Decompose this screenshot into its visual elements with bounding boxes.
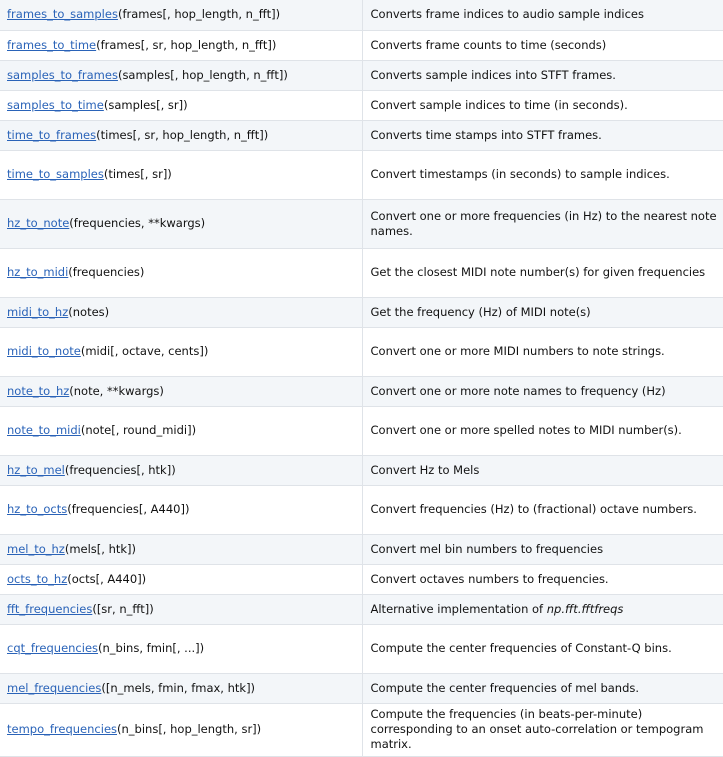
function-link[interactable]: mel_to_hz [7,541,65,556]
function-signature-cell [0,673,362,703]
function-arguments: (notes) [68,304,110,319]
function-arguments: ([n_mels, fmin, fmax, htk]) [101,680,256,695]
table-row [0,30,723,60]
function-description-cell [362,199,723,248]
function-arguments: (frequencies, **kwargs) [69,216,206,230]
function-description-cell [362,90,723,120]
function-description: Converts frame counts to time (seconds) [370,37,607,52]
function-link[interactable]: octs_to_hz [7,571,68,586]
table-row [0,485,723,534]
function-link[interactable]: hz_to_octs [7,502,68,516]
function-description-cell [362,327,723,376]
function-description-cell [362,376,723,406]
function-description: Convert timestamps (in seconds) to sample indices. [370,167,670,181]
function-description-cell [362,120,723,150]
function-arguments: (midi[, octave, cents]) [80,344,209,358]
function-description-cell [362,455,723,485]
table-row [0,150,723,199]
function-link[interactable]: frames_to_samples [7,7,118,22]
function-description: Convert one or more note names to frequency (Hz) [370,383,666,398]
function-description: Convert one or more frequencies (in Hz) to the nearest note names. [370,208,717,238]
function-link[interactable]: samples_to_frames [7,67,118,82]
function-signature-cell [0,534,362,564]
function-link[interactable]: mel_frequencies [7,680,102,695]
function-arguments: (mels[, htk]) [64,541,137,556]
function-signature-cell [0,297,362,327]
function-link[interactable]: hz_to_mel [7,462,65,477]
table-row [0,0,723,30]
function-link[interactable]: midi_to_hz [7,304,69,319]
function-description-cell [362,0,723,30]
function-signature-cell [0,703,362,756]
function-description: Alternative implementation of [370,601,547,616]
function-description-cell [362,297,723,327]
function-link[interactable]: midi_to_note [7,344,81,358]
function-arguments: (frames[, hop_length, n_fft]) [117,7,281,22]
function-description: Converts sample indices into STFT frames. [370,67,616,82]
function-description: Convert octaves numbers to frequencies. [370,571,609,586]
function-description: Compute the center frequencies of Constant-Q bins. [370,641,672,655]
function-description: Get the frequency (Hz) of MIDI note(s) [370,304,591,319]
function-link[interactable]: time_to_samples [7,167,104,181]
function-description: Convert one or more spelled notes to MIDI number(s). [370,423,682,437]
function-signature-cell [0,248,362,297]
function-signature-cell [0,60,362,90]
function-arguments: ([sr, n_fft]) [92,601,154,616]
table-row [0,455,723,485]
function-arguments: (times[, sr]) [103,167,172,181]
table-row [0,327,723,376]
table-row [0,406,723,455]
function-arguments: (n_bins, fmin[, ...]) [98,641,205,655]
table-row [0,297,723,327]
function-description-cell [362,248,723,297]
function-signature-cell [0,406,362,455]
function-description-cell [362,624,723,673]
table-row [0,60,723,90]
function-description: Converts frame indices to audio sample indices [370,7,644,22]
table-row [0,534,723,564]
function-description: Compute the frequencies (in beats-per-minute) corresponding to an onset auto-correlation or tempogram matrix. [370,707,704,751]
function-signature-cell [0,376,362,406]
function-arguments: (frequencies) [68,265,145,279]
function-description-cell [362,594,723,624]
function-description-cell [362,406,723,455]
function-signature-cell [0,199,362,248]
function-signature-cell [0,30,362,60]
function-link[interactable]: note_to_midi [7,423,81,437]
function-arguments: (frequencies[, htk]) [64,462,176,477]
function-arguments: (note, **kwargs) [69,383,164,398]
function-description-cell [362,703,723,756]
table-row [0,120,723,150]
function-description-cell [362,150,723,199]
function-arguments: (octs[, A440]) [67,571,147,586]
function-description: Convert Hz to Mels [370,462,480,477]
function-link[interactable]: samples_to_time [7,97,104,112]
function-signature-cell [0,150,362,199]
function-signature-cell [0,594,362,624]
function-signature-cell [0,455,362,485]
table-row [0,199,723,248]
table-row [0,673,723,703]
function-signature-cell [0,327,362,376]
function-link[interactable]: frames_to_time [7,37,97,52]
function-description-code: np.fft.fftfreqs [546,601,624,616]
function-description-cell [362,673,723,703]
function-description: Compute the center frequencies of mel bands. [370,680,640,695]
table-row [0,594,723,624]
function-arguments: (note[, round_midi]) [80,423,197,437]
function-description: Convert frequencies (Hz) to (fractional) octave numbers. [370,502,697,516]
function-link[interactable]: hz_to_note [7,216,70,230]
function-arguments: (frequencies[, A440]) [67,502,190,516]
function-description: Get the closest MIDI note number(s) for given frequencies [370,265,706,279]
function-signature-cell [0,564,362,594]
table-row [0,564,723,594]
function-description: Converts time stamps into STFT frames. [370,127,602,142]
function-link[interactable]: time_to_frames [7,127,97,142]
function-link[interactable]: note_to_hz [7,383,70,398]
function-arguments: (frames[, sr, hop_length, n_fft]) [96,37,277,52]
table-row [0,90,723,120]
function-link[interactable]: hz_to_midi [7,265,69,279]
function-description: Convert sample indices to time (in seconds). [370,97,628,112]
function-link[interactable]: fft_frequencies [7,601,93,616]
function-description-cell [362,30,723,60]
function-signature-cell [0,485,362,534]
function-signature-cell [0,624,362,673]
function-link[interactable]: tempo_frequencies [7,722,118,736]
function-signature-cell [0,90,362,120]
table-row [0,624,723,673]
table-row [0,703,723,756]
function-signature-cell [0,0,362,30]
function-description-cell [362,60,723,90]
table-row [0,248,723,297]
function-description-cell [362,564,723,594]
function-arguments: (samples[, sr]) [103,97,188,112]
function-arguments: (n_bins[, hop_length, sr]) [117,722,262,736]
function-arguments: (times[, sr, hop_length, n_fft]) [96,127,269,142]
function-description-cell [362,485,723,534]
table-row [0,376,723,406]
function-signature-cell [0,120,362,150]
function-link[interactable]: cqt_frequencies [7,641,99,655]
function-description-cell [362,534,723,564]
function-arguments: (samples[, hop_length, n_fft]) [117,67,288,82]
function-description: Convert one or more MIDI numbers to note strings. [370,344,665,358]
function-description: Convert mel bin numbers to frequencies [370,541,604,556]
